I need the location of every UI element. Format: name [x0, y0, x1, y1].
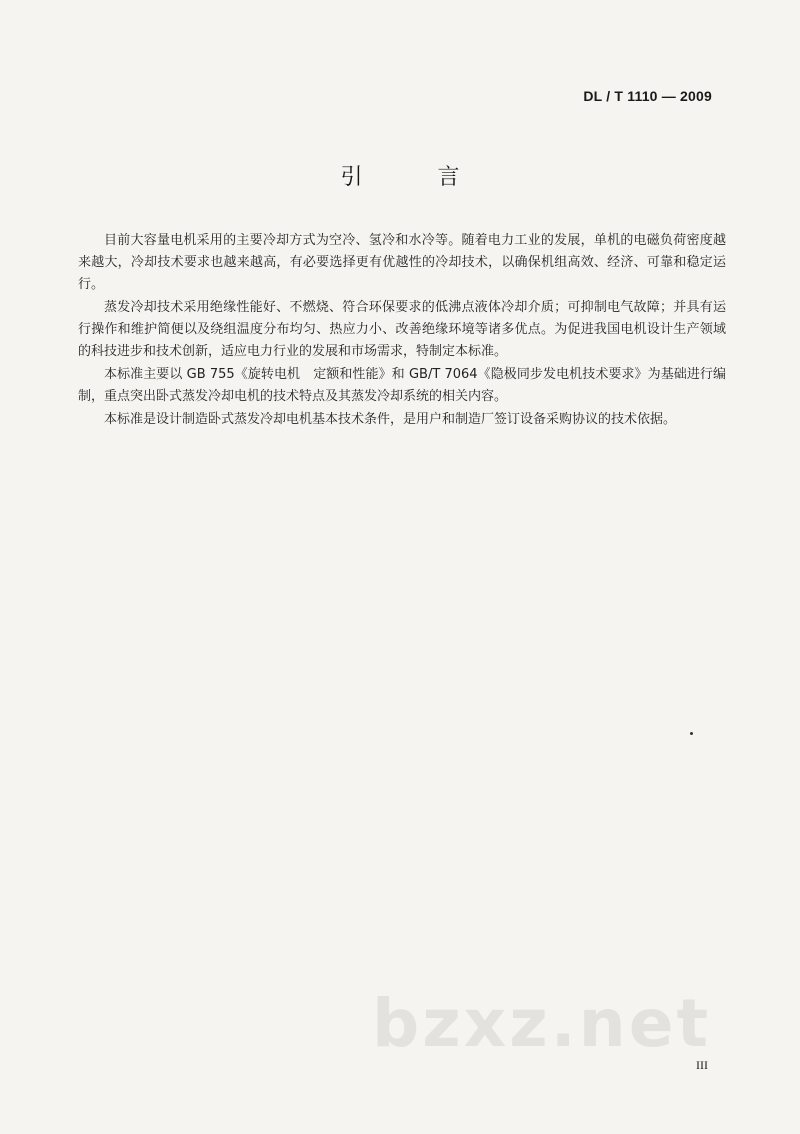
paragraph: 蒸发冷却技术采用绝缘性能好、不燃烧、符合环保要求的低沸点液体冷却介质；可抑制电气故障；并具有运行操作和维护简便以及绕组温度分布均匀、热应力小、改善绝缘环境等诸多优点。为促进我国电机设计生产领域的科技进步和技术创新，适应电力行业的发展和市场需求，特制定本标准。 — [78, 300, 726, 359]
body-text — [78, 230, 726, 432]
paragraph: 本标准主要以 GB 755《旋转电机 定额和性能》和 GB/T 7064《隐极同步发电机技术要求》为基础进行编制，重点突出卧式蒸发冷却电机的技术特点及其蒸发冷却系统的相关内容。 — [78, 367, 726, 404]
page-number: III — [696, 1058, 708, 1072]
paragraph: 目前大容量电机采用的主要冷却方式为空冷、氢冷和水冷等。随着电力工业的发展，单机的电磁负荷密度越来越大，冷却技术要求也越来越高，有必要选择更有优越性的冷却技术，以确保机组高效、经济、可靠和稳定运行。 — [78, 233, 726, 292]
standard-code: DL / T 1110 — 2009 — [583, 88, 712, 104]
page-title: 引 言 — [340, 165, 494, 190]
watermark: bzxz.net — [372, 985, 712, 1062]
paragraph: 本标准是设计制造卧式蒸发冷却电机基本技术条件，是用户和制造厂签订设备采购协议的技术依据。 — [104, 412, 677, 427]
scan-speck — [690, 732, 693, 735]
